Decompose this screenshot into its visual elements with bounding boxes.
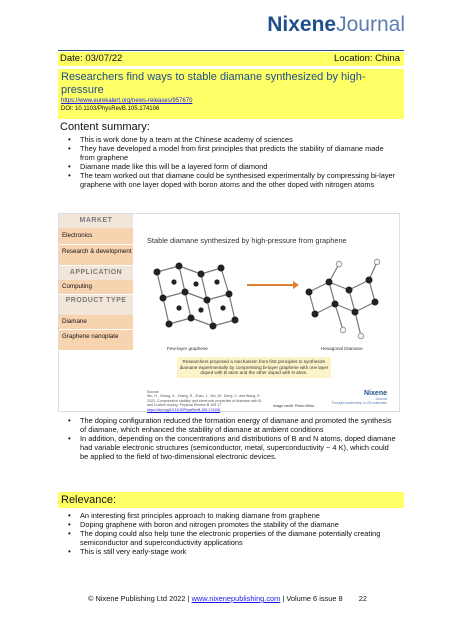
headline-block (58, 69, 404, 119)
doi-text: DOI: 10.1103/PhysRevB.105.174106 (61, 106, 160, 112)
source-link[interactable]: https://www.eurekalert.org/news-releases/957670 (61, 98, 193, 104)
list-item: • An interesting first principles approach to making diamane from graphene (58, 511, 398, 520)
list-item: • Doping graphene with boron and nitrogen promotes the stability of the diamane (58, 520, 398, 529)
logo-brand: Nixene (267, 13, 337, 36)
footer-website-link[interactable]: www.nixenepublishing.com (191, 594, 281, 603)
market-header: MARKET (59, 214, 133, 228)
mini-logo (331, 390, 387, 406)
details-list (58, 416, 398, 461)
list-item: • The doping could also help tune the electronic properties of the diamane potentially creating semiconductor and superconductivity applications (58, 529, 398, 547)
relevance-heading-bar (58, 492, 404, 508)
infographic-figure (58, 213, 400, 412)
market-item-research: Research & development (59, 245, 133, 265)
date-location-bar (58, 52, 404, 66)
mini-logo-brand: Nixene (364, 390, 387, 397)
figure-title: Stable diamane synthesized by high-pressure from graphene (147, 236, 347, 245)
relevance-list (58, 511, 398, 556)
market-item-electronics: Electronics (59, 228, 133, 244)
page-number: 22 (358, 594, 367, 603)
summary-heading: Content summary: (60, 121, 150, 133)
figure-reference (147, 390, 267, 412)
mini-logo-journal: Journal (375, 397, 387, 401)
logo-journal: Journal (336, 13, 405, 36)
graphene-structure-image (149, 252, 245, 344)
list-item: • This is still very early-stage work (58, 547, 398, 556)
product-type-header: PRODUCT TYPE (59, 295, 133, 315)
figure-note: Researchers proposed a mechanism from first principles to synthesize diamane experimentally by compressing bi-layer graphene with one layer doped with B atom and the other doped with N atom. (177, 357, 331, 378)
left-image-caption: Few-layer graphene (167, 346, 208, 351)
mini-logo-tagline: Thought leadership in 2D materials (331, 401, 387, 406)
journal-logo (267, 14, 405, 36)
reference-link[interactable]: https://doi.org/10.1103/PhysRevB.105.174106 (147, 407, 221, 412)
product-item-graphene-nanoplate: Graphene nanoplate (59, 330, 133, 350)
list-item: • The doping configuration reduced the formation energy of diamane and promoted the synthesis of diamane, which enhanced the stability of diamane at ambient conditions (58, 416, 398, 434)
summary-list (58, 135, 398, 189)
reference-text: Wu, H., Zhang, X., Zhang, R., Zhao, J., Wu, W., Deng, C. and Wang, K. 2022. Compressive stability and electronic properties of diamane with B- and N-atom doping. Physical Review B 105 17 (147, 394, 263, 408)
page-footer (0, 594, 455, 603)
article-location: Location: China (333, 53, 400, 64)
product-item-diamane: Diamane (59, 315, 133, 329)
list-item: • Diamane made like this will be a layered form of diamond (58, 162, 398, 171)
list-item: • The team worked out that diamane could be synthesised experimentally by compressing bi-layer graphene with one layer doped with boron atoms and the other doped with nitrogen atoms (58, 171, 398, 189)
list-item: • They have developed a model from first principles that predicts the stability of diamane made from graphene (58, 144, 398, 162)
transformation-arrow (247, 284, 295, 286)
header-divider (58, 50, 404, 51)
list-item: • In addition, depending on the concentrations and distributions of B and N atoms, doped diamane had variable electronic structures (semiconductor, metal, superconductivity ~ 4 K), which could be applied to the field of two-dimensional electronic devices. (58, 434, 398, 461)
relevance-heading: Relevance: (61, 494, 117, 506)
article-date: Date: 03/07/22 (60, 53, 123, 64)
footer-copyright: © Nixene Publishing Ltd 2022 | (88, 594, 190, 603)
footer-issue: | Volume 6 issue 8 (282, 594, 343, 603)
article-title: Researchers find ways to stable diamane synthesized by high-pressure (61, 71, 366, 96)
image-credit: Image credit: Pedro Medo (273, 404, 315, 408)
right-image-caption: Hexagonal Diamane (321, 346, 363, 351)
reference-label: Source: (147, 390, 160, 394)
application-item-computing: Computing (59, 280, 133, 294)
application-header: APPLICATION (59, 266, 133, 280)
category-sidebar (59, 214, 133, 411)
list-item: • This is work done by a team at the Chinese academy of sciences (58, 135, 398, 144)
diamane-structure-image (299, 252, 389, 344)
